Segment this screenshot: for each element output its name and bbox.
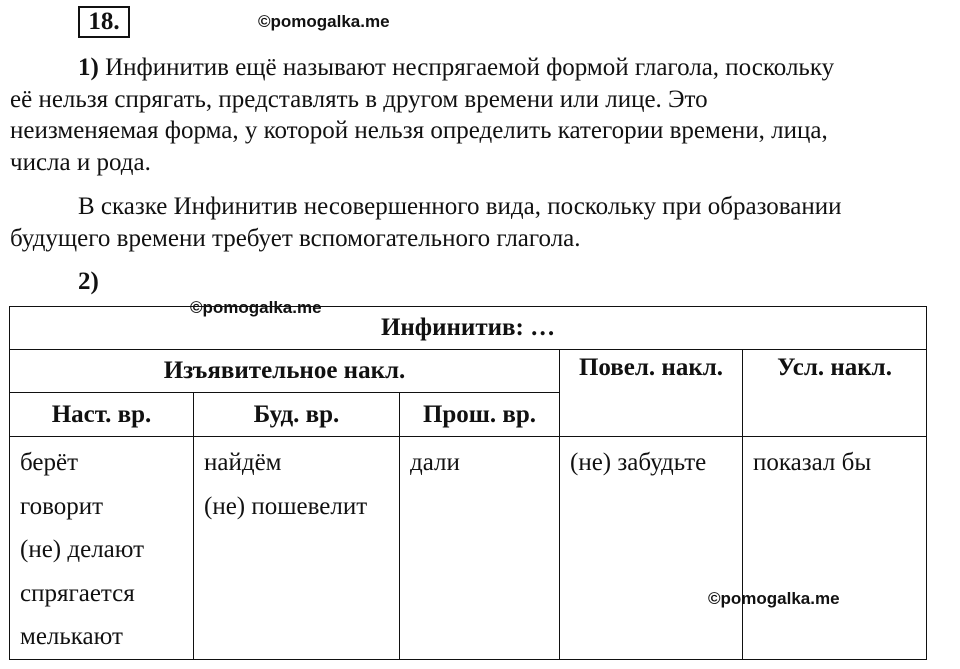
part1-line: Инфинитив ещё называют неспрягаемой формой глагола, поскольку [105,54,835,81]
list-item: показал бы [753,449,872,476]
list-item: говорит [20,492,104,520]
part1-paragraph-2 [10,191,930,254]
list-item: найдём [204,449,282,476]
list-item: (не) забудьте [570,449,707,476]
part1-line: неизменяемая форма, у которой нельзя определить категории времени, лица, [10,117,828,144]
header-conditional: Усл. накл. [743,350,927,437]
list-item: дали [410,449,460,476]
header-imperative: Повел. накл. [560,350,743,437]
header-future: Буд. вр. [194,393,400,437]
part1-marker: 1) [78,54,99,81]
part1-line: её нельзя спрягать, представлять в другом времени или лице. Это [10,85,708,113]
watermark: ©pomogalka.me [190,298,322,317]
header-indicative: Изъявительное накл. [10,350,560,393]
future-cell [194,437,400,660]
part1-line: числа и рода. [10,148,151,176]
header-present: Наст. вр. [10,393,194,437]
list-item: мелькают [20,623,123,650]
list-item: (не) делают [20,536,145,563]
header-past: Прош. вр. [400,393,560,437]
past-cell [400,437,560,660]
list-item: берёт [20,449,79,476]
exercise-number: 18. [78,6,130,38]
list-item: спрягается [20,579,135,607]
part2-marker: 2) [78,268,99,295]
watermark: ©pomogalka.me [258,12,390,31]
list-item: (не) пошевелит [204,492,368,520]
part1-line: будущего времени требует вспомогательного глагола. [10,224,581,252]
conditional-cell [743,437,927,660]
part1-line: В сказке Инфинитив несовершенного вида, поскольку при образовании [78,193,842,220]
watermark: ©pomogalka.me [708,589,840,608]
present-cell [10,437,194,660]
part1-paragraph [10,52,930,178]
imperative-cell [560,437,743,660]
table-title: Инфинитив: … [10,307,927,350]
